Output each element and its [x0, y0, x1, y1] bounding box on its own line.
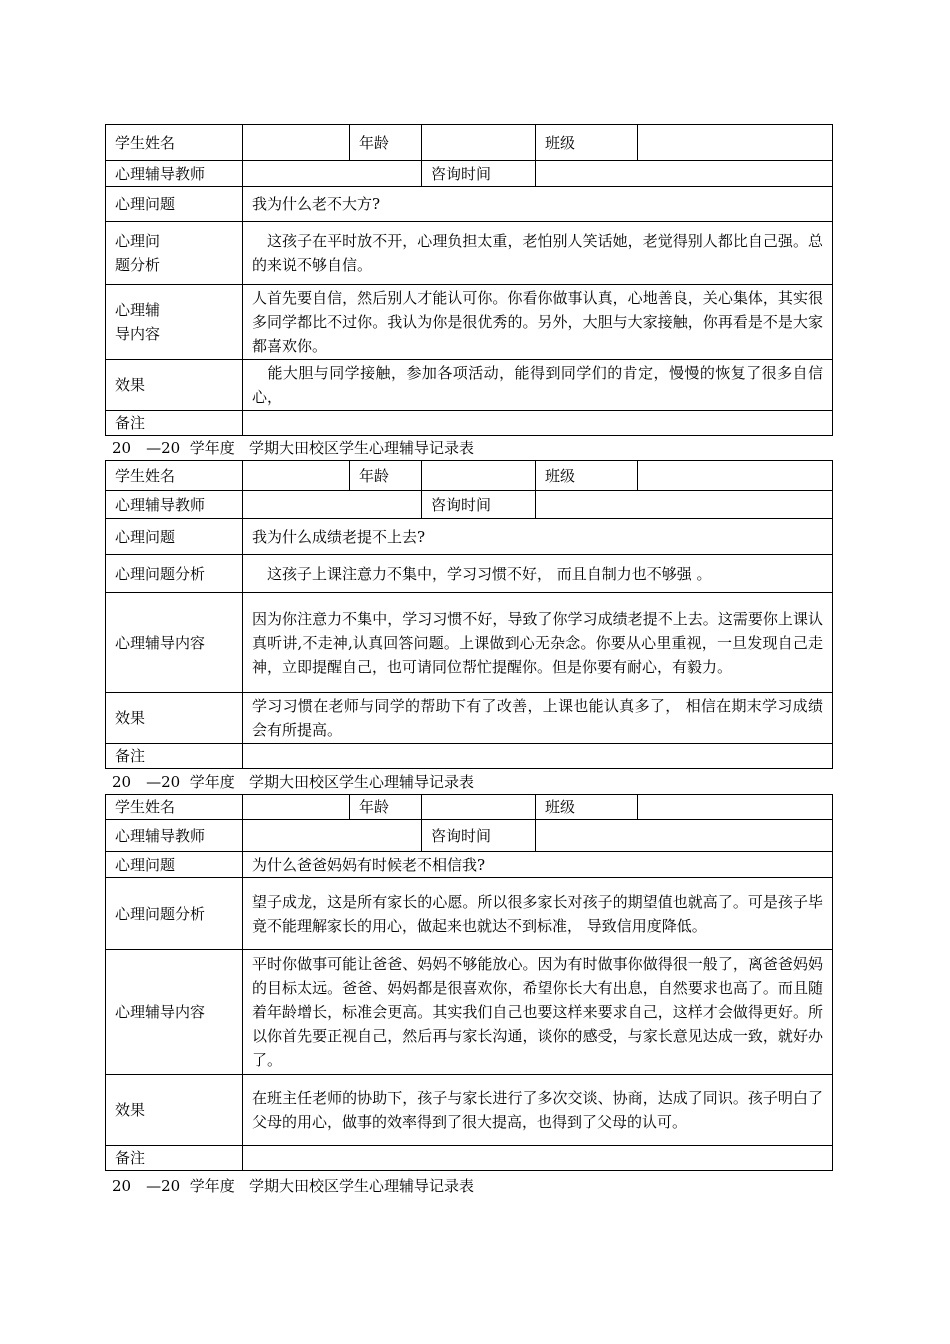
- effect-label: 效果: [106, 1075, 243, 1146]
- remarks-value: [243, 1146, 833, 1171]
- remarks-label: 备注: [106, 411, 243, 436]
- age-label: 年龄: [350, 125, 422, 161]
- content-label: [106, 285, 243, 360]
- content-label: 心理辅导内容: [106, 950, 243, 1075]
- teacher-label: 心理辅导教师: [106, 161, 243, 187]
- teacher-value: [243, 820, 422, 852]
- content-value: 平时你做事可能让爸爸、妈妈不够能放心。因为有时做事你做得很一般了，离爸爸妈妈的目标太远。爸爸、妈妈都是很喜欢你，希望你长大有出息，自然要求也高了。而且随着年龄增长，标准会更高。其实我们自己也要这样来要求自己，这样才会做得更好。所以你首先要正视自己，然后再与家长沟通，谈你的感受，与家长意见达成一致，就好办了。: [243, 950, 833, 1075]
- student-name-label: 学生姓名: [106, 125, 243, 161]
- teacher-value: [243, 491, 422, 519]
- remarks-label: 备注: [106, 744, 243, 769]
- consult-time-value: [536, 491, 833, 519]
- analysis-label: 心理问题分析: [106, 555, 243, 593]
- analysis-label: 心理问题分析: [106, 878, 243, 950]
- student-name-label: 学生姓名: [106, 795, 243, 820]
- remarks-value: [243, 744, 833, 769]
- record-form-1: [105, 124, 833, 436]
- age-label: 年龄: [350, 795, 422, 820]
- analysis-label-line-2: 题分析: [115, 256, 161, 274]
- problem-value: 为什么爸爸妈妈有时候老不相信我?: [243, 852, 833, 878]
- class-value: [638, 461, 833, 491]
- effect-value: 能大胆与同学接触，参加各项活动，能得到同学们的肯定，慢慢的恢复了很多自信心，: [243, 360, 833, 411]
- teacher-label: 心理辅导教师: [106, 491, 243, 519]
- consult-time-value: [536, 820, 833, 852]
- analysis-value: 这孩子在平时放不开，心理负担太重，老怕别人笑话她，老觉得别人都比自己强。总的来说不够自信。: [243, 222, 833, 285]
- age-label: 年龄: [350, 461, 422, 491]
- problem-label: 心理问题: [106, 519, 243, 555]
- effect-value: 在班主任老师的协助下，孩子与家长进行了多次交谈、协商，达成了同识。孩子明白了父母的用心，做事的效率得到了很大提高，也得到了父母的认可。: [243, 1075, 833, 1146]
- class-label: 班级: [536, 461, 638, 491]
- effect-label: 效果: [106, 360, 243, 411]
- analysis-value: 这孩子上课注意力不集中，学习习惯不好， 而且自制力也不够强 。: [243, 555, 833, 593]
- content-value: 因为你注意力不集中，学习习惯不好，导致了你学习成绩老提不上去。这需要你上课认真听讲,不走神,认真回答问题。上课做到心无杂念。你要从心里重视，一旦发现自己走神，立即提醒自己，也可请同位帮忙提醒你。但是你要有耐心，有毅力。: [243, 593, 833, 693]
- record-table-2: [105, 460, 833, 769]
- effect-value: 学习习惯在老师与同学的帮助下有了改善，上课也能认真多了， 相信在期末学习成绩会有所提高。: [243, 693, 833, 744]
- problem-label: 心理问题: [106, 852, 243, 878]
- record-caption-3: 20 —20 学年度 学期大田校区学生心理辅导记录表: [112, 1177, 475, 1195]
- class-value: [638, 795, 833, 820]
- analysis-label-line-1: 心理问: [115, 232, 161, 250]
- student-name-label: 学生姓名: [106, 461, 243, 491]
- analysis-value: 望子成龙，这是所有家长的心愿。所以很多家长对孩子的期望值也就高了。可是孩子毕竟不能理解家长的用心，做起来也就达不到标准， 导致信用度降低。: [243, 878, 833, 950]
- age-value: [422, 125, 536, 161]
- record-form-2: [105, 460, 833, 769]
- consult-time-label: 咨询时间: [422, 161, 536, 187]
- age-value: [422, 795, 536, 820]
- remarks-label: 备注: [106, 1146, 243, 1171]
- content-label: 心理辅导内容: [106, 593, 243, 693]
- teacher-label: 心理辅导教师: [106, 820, 243, 852]
- effect-label: 效果: [106, 693, 243, 744]
- class-label: 班级: [536, 125, 638, 161]
- problem-value: 我为什么成绩老提不上去?: [243, 519, 833, 555]
- problem-label: 心理问题: [106, 187, 243, 222]
- record-caption-1: 20 —20 学年度 学期大田校区学生心理辅导记录表: [112, 439, 475, 457]
- student-name-value: [243, 795, 350, 820]
- record-caption-2: 20 —20 学年度 学期大田校区学生心理辅导记录表: [112, 773, 475, 791]
- student-name-value: [243, 461, 350, 491]
- record-table-1: [105, 124, 833, 436]
- problem-value: 我为什么老不大方?: [243, 187, 833, 222]
- remarks-value: [243, 411, 833, 436]
- consult-time-value: [536, 161, 833, 187]
- content-value: 人首先要自信，然后别人才能认可你。你看你做事认真，心地善良，关心集体，其实很多同学都比不过你。我认为你是很优秀的。另外，大胆与大家接触，你再看是不是大家都喜欢你。: [243, 285, 833, 360]
- teacher-value: [243, 161, 422, 187]
- content-label-line-2: 导内容: [115, 325, 161, 343]
- class-value: [638, 125, 833, 161]
- student-name-value: [243, 125, 350, 161]
- consult-time-label: 咨询时间: [422, 491, 536, 519]
- record-form-3: [105, 794, 833, 1171]
- record-table-3: [105, 794, 833, 1171]
- class-label: 班级: [536, 795, 638, 820]
- content-label-line-1: 心理辅: [115, 301, 161, 319]
- analysis-label: [106, 222, 243, 285]
- age-value: [422, 461, 536, 491]
- consult-time-label: 咨询时间: [422, 820, 536, 852]
